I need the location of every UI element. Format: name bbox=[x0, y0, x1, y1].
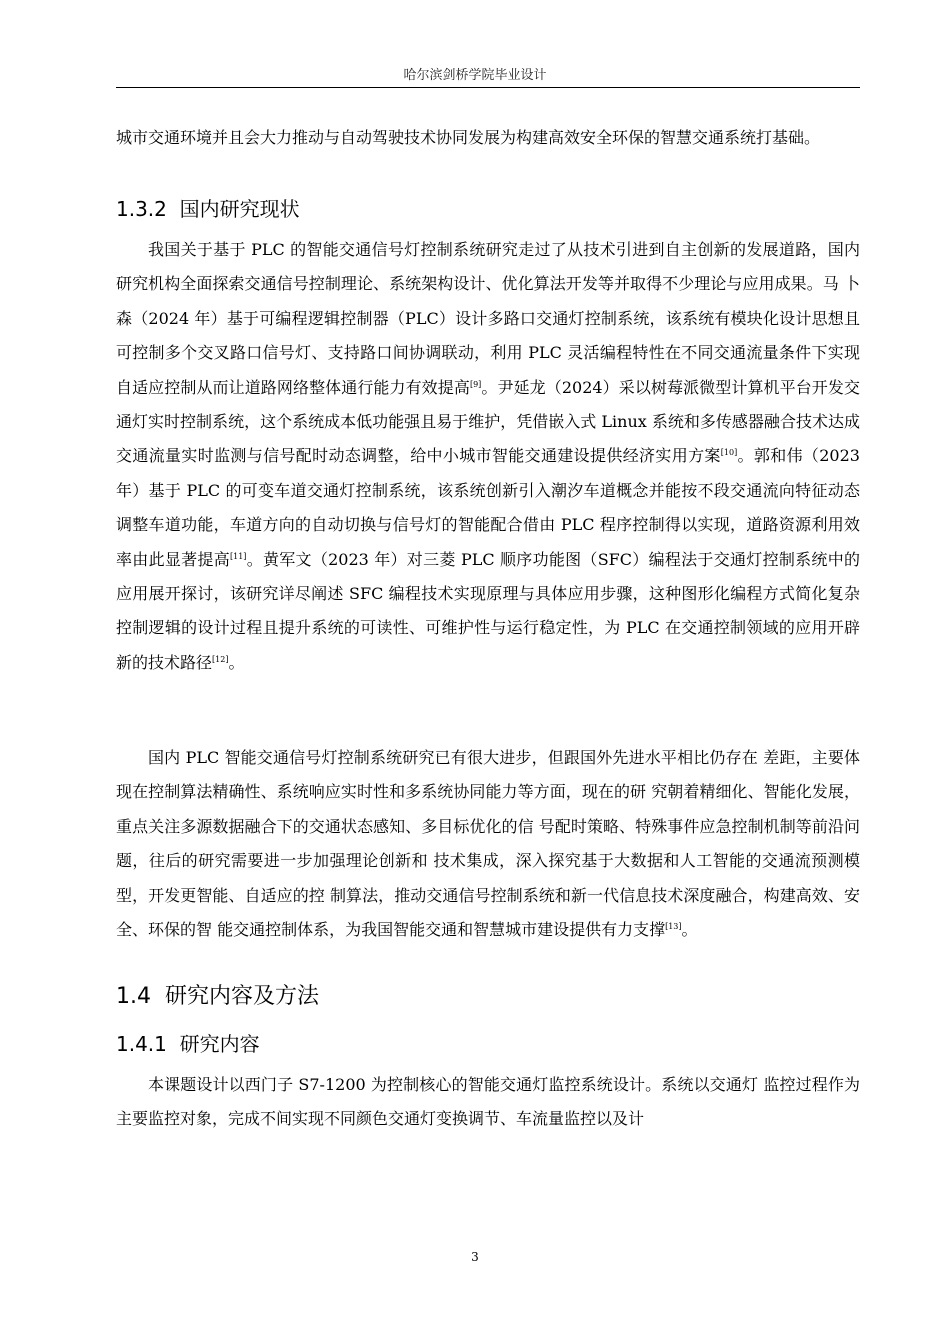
paragraph-text: 。尹延龙（2024）采以树莓派微型计算机平台开发交通灯实时控制系统，这个系统成本低功能强且易于维护，凭借嵌入式 Linux 系统和多传感器融合技术达成交通流量实时监测与信号配时动态调整，给中小城市智能交通建设提供经济实用方案 bbox=[116, 377, 860, 466]
paragraph-domestic-research bbox=[116, 233, 860, 680]
paragraph-text: 。 bbox=[681, 920, 698, 940]
paragraph-text: 。郭和伟（2023 年）基于 PLC 的可变车道交通灯控制系统，该系统创新引入潮汐车道概念并能按不段交通流向特征动态调整车道功能，车道方向的自动切换与信号灯的智能配合借由 PLC 程序控制得以实现，道路资源利用效率由此显著提高 bbox=[116, 446, 860, 569]
page-number: 3 bbox=[471, 1250, 479, 1264]
paragraph-research-content: 本课题设计以西门子 S7-1200 为控制核心的智能交通灯监控系统设计。系统以交通灯 监控过程作为主要监控对象，完成不间实现不同颜色交通灯变换调节、车流量监控以及计 bbox=[116, 1075, 860, 1129]
heading-title: 研究内容 bbox=[179, 1032, 260, 1056]
paragraph-research-gap bbox=[116, 741, 860, 947]
citation: [10] bbox=[720, 448, 738, 458]
citation: [11] bbox=[230, 551, 247, 561]
running-header: 哈尔滨剑桥学院毕业设计 bbox=[403, 68, 547, 83]
heading-1-4 bbox=[116, 979, 319, 1010]
paragraph-text: 。 bbox=[228, 652, 245, 672]
paragraph-text: 国内 PLC 智能交通信号灯控制系统研究已有很大进步，但跟国外先进水平相比仍存在 差距，主要体现在控制算法精确性、系统响应实时性和多系统协同能力等方面，现在的研 究朝着精细化、智能化发展，重点关注多源数据融合下的交通状态感知、多目标优化的信 号配时策略、特殊事件应急控制机制等前沿问题，往后的研究需要进一步加强理论创新和 技术集成，深入探究基于大数据和人工智能的交通流预测模型，开发更智能、自适应的控 制算法，推动交通信号控制系统和新一代信息技术深度融合，构建高效、安全、环保的智 能交通控制体系，为我国智能交通和智慧城市建设提供有力支撑 bbox=[116, 748, 860, 940]
heading-title: 国内研究现状 bbox=[179, 197, 300, 221]
citation: [12] bbox=[212, 654, 229, 664]
paragraph-text: 。黄军文（2023 年）对三菱 PLC 顺序功能图（SFC）编程法于交通灯控制系统中的应用展开探讨，该研究详尽阐述 SFC 编程技术实现原理与具体应用步骤，这种图形化编程方式简化复杂控制逻辑的设计过程且提升系统的可读性、可维护性与运行稳定性，为 PLC 在交通控制领域的应用开辟新的技术路径 bbox=[116, 549, 860, 672]
heading-1-3-2 bbox=[116, 193, 300, 222]
heading-1-4-1 bbox=[116, 1028, 260, 1057]
heading-number: 1.4.1 bbox=[116, 1032, 167, 1056]
citation: [13] bbox=[665, 922, 682, 932]
intro-paragraph: 城市交通环境并且会大力推动与自动驾驶技术协同发展为构建高效安全环保的智慧交通系统打基础。 bbox=[116, 128, 821, 147]
paragraph-text: 我国关于基于 PLC 的智能交通信号灯控制系统研究走过了从技术引进到自主创新的发展道路，国内研究机构全面探索交通信号控制理论、系统架构设计、优化算法开发等并取得不少理论与应用成果。马 卜森（2024 年）基于可编程逻辑控制器（PLC）设计多路口交通灯控制系统，该系统有模块化设计思想且可控制多个交叉路口信号灯、支持路口间协调联动，利用 PLC 灵活编程特性在不同交通流量条件下实现自适应控制从而让道路网络整体通行能力有效提高 bbox=[116, 240, 860, 397]
heading-number: 1.3.2 bbox=[116, 197, 167, 221]
citation: [9] bbox=[469, 379, 482, 389]
heading-title: 研究内容及方法 bbox=[165, 984, 320, 1009]
heading-number: 1.4 bbox=[116, 984, 151, 1009]
header-rule bbox=[116, 87, 860, 88]
